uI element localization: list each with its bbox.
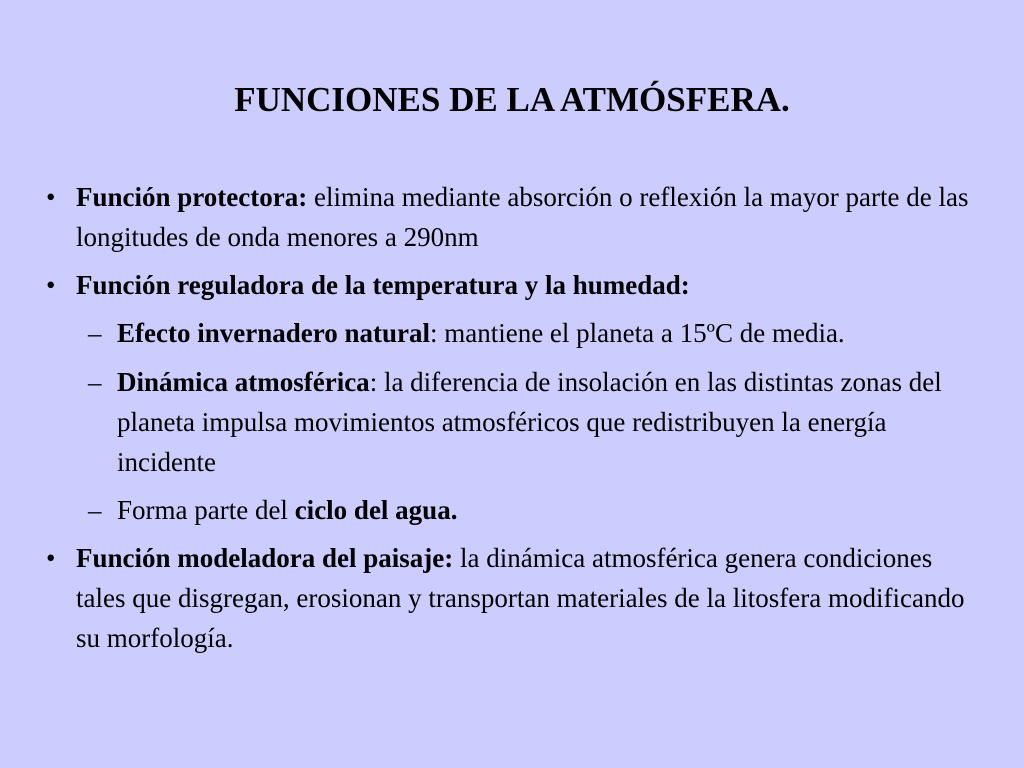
- bullet-marker: •: [46, 270, 56, 300]
- bullet-marker: •: [46, 543, 56, 573]
- slide-title: FUNCIONES DE LA ATMÓSFERA.: [234, 80, 790, 119]
- sub-item-text: : la diferencia de insolación en las distintas zonas del planeta impulsa movimientos atmosféricos que redistribuyen la energía incidente: [117, 367, 942, 477]
- bullet-item-landscape-function: [46, 538, 976, 658]
- sub-item-heading: Dinámica atmosférica: [117, 367, 370, 397]
- bullet-heading: Función protectora:: [76, 182, 308, 212]
- sub-marker: –: [88, 495, 102, 525]
- sub-item-text: : mantiene el planeta a 15ºC de media.: [429, 318, 845, 348]
- bullet-text: la dinámica atmosférica genera condiciones tales que disgregan, erosionan y transportan materiales de la litosfera modificando su morfología.: [76, 543, 965, 653]
- bullet-marker: •: [46, 182, 56, 212]
- sub-item-greenhouse-effect: [46, 313, 976, 353]
- sub-item-heading: Efecto invernadero natural: [117, 318, 430, 348]
- sub-item-heading: ciclo del agua.: [294, 495, 458, 525]
- sub-item-text: Forma parte del: [117, 495, 295, 525]
- slide-content: [46, 177, 976, 658]
- sub-marker: –: [88, 318, 102, 348]
- bullet-item-protective-function: [46, 177, 976, 257]
- sub-item-atmospheric-dynamics: [46, 362, 976, 482]
- bullet-text: elimina mediante absorción o reflexión la mayor parte de las longitudes de onda menores a 290nm: [76, 182, 969, 252]
- bullet-item-regulating-function: [46, 265, 976, 305]
- bullet-heading: Función reguladora de la temperatura y la humedad:: [76, 270, 690, 300]
- sub-marker: –: [88, 367, 102, 397]
- bullet-heading: Función modeladora del paisaje:: [76, 543, 454, 573]
- sub-item-water-cycle: [46, 490, 976, 530]
